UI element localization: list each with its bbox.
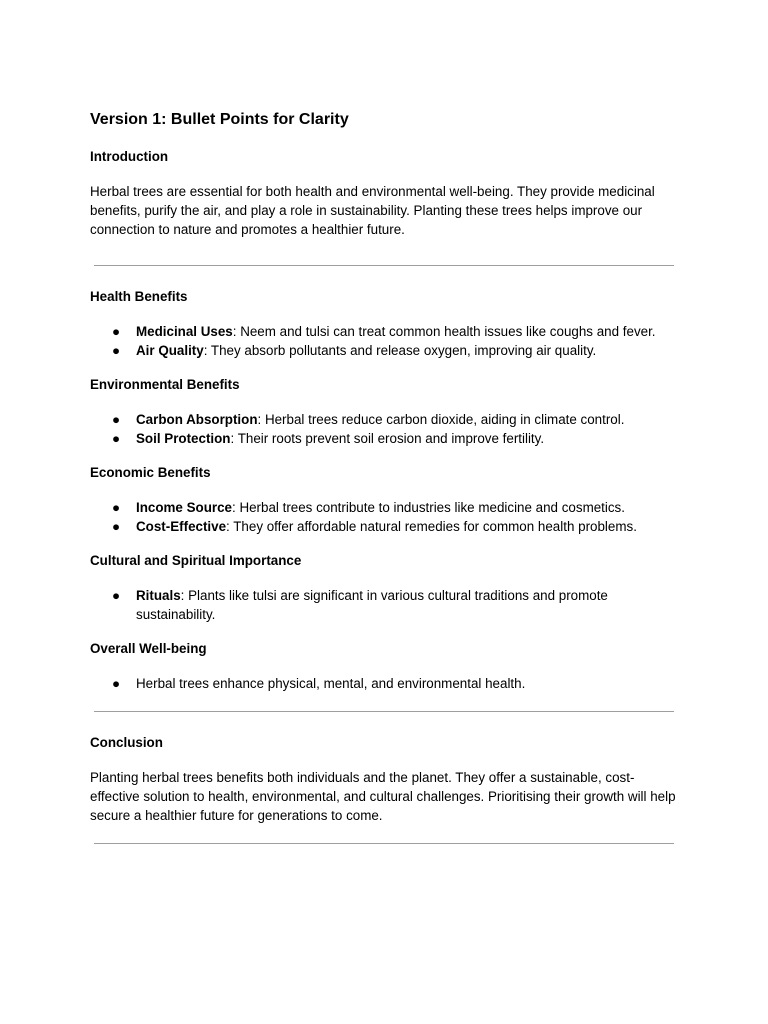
item-term: Medicinal Uses	[136, 324, 233, 339]
list-item	[90, 674, 680, 693]
conclusion-text: Planting herbal trees benefits both individuals and the planet. They offer a sustainable, cost-effective solution to health, environmental, and cultural challenges. Prioritising their growth will help secure a healthier future for generations to come.	[90, 770, 676, 823]
item-text: Herbal trees enhance physical, mental, and environmental health.	[136, 676, 526, 691]
item-term: Income Source	[136, 500, 232, 515]
health-benefits-heading: Health Benefits	[90, 289, 188, 304]
item-text: : They offer affordable natural remedies for common health problems.	[226, 519, 637, 534]
economic-benefits-heading: Economic Benefits	[90, 465, 211, 480]
introduction-text: Herbal trees are essential for both health and environmental well-being. They provide medicinal benefits, purify the air, and play a role in sustainability. Planting these trees helps improve our connection to nature and promotes a healthier future.	[90, 184, 655, 237]
health-benefits-list	[90, 322, 680, 360]
list-item	[90, 498, 680, 517]
document-content	[90, 110, 680, 844]
item-term: Soil Protection	[136, 431, 231, 446]
bullet-icon: ●	[112, 412, 121, 427]
list-item	[90, 341, 680, 360]
list-item	[90, 586, 680, 624]
bullet-icon: ●	[112, 519, 121, 534]
divider	[94, 711, 674, 712]
cultural-importance-heading: Cultural and Spiritual Importance	[90, 553, 302, 568]
item-text: : Their roots prevent soil erosion and improve fertility.	[230, 431, 545, 446]
list-item	[90, 410, 680, 429]
conclusion-heading: Conclusion	[90, 735, 163, 750]
bullet-icon: ●	[112, 588, 121, 603]
list-item	[90, 517, 680, 536]
item-text: : Neem and tulsi can treat common health issues like coughs and fever.	[232, 324, 656, 339]
item-term: Cost-Effective	[136, 519, 227, 534]
item-term: Carbon Absorption	[136, 412, 258, 427]
introduction-heading: Introduction	[90, 149, 169, 164]
item-term: Rituals	[136, 588, 181, 603]
economic-benefits-list	[90, 498, 680, 536]
list-item	[90, 429, 680, 448]
item-term: Air Quality	[136, 343, 204, 358]
item-text: : Plants like tulsi are significant in various cultural traditions and promote sustainability.	[136, 588, 608, 622]
divider	[94, 843, 674, 844]
bullet-icon: ●	[112, 500, 121, 515]
environmental-benefits-list	[90, 410, 680, 448]
divider	[94, 265, 674, 266]
overall-wellbeing-list	[90, 674, 680, 693]
item-text: : Herbal trees contribute to industries like medicine and cosmetics.	[232, 500, 625, 515]
item-text: : Herbal trees reduce carbon dioxide, aiding in climate control.	[257, 412, 625, 427]
overall-wellbeing-heading: Overall Well-being	[90, 641, 207, 656]
bullet-icon: ●	[112, 343, 121, 358]
item-text: : They absorb pollutants and release oxygen, improving air quality.	[203, 343, 597, 358]
bullet-icon: ●	[112, 324, 121, 339]
cultural-importance-list	[90, 586, 680, 624]
list-item	[90, 322, 680, 341]
bullet-icon: ●	[112, 676, 121, 691]
environmental-benefits-heading: Environmental Benefits	[90, 377, 240, 392]
document-title: Version 1: Bullet Points for Clarity	[90, 111, 349, 128]
bullet-icon: ●	[112, 431, 121, 446]
